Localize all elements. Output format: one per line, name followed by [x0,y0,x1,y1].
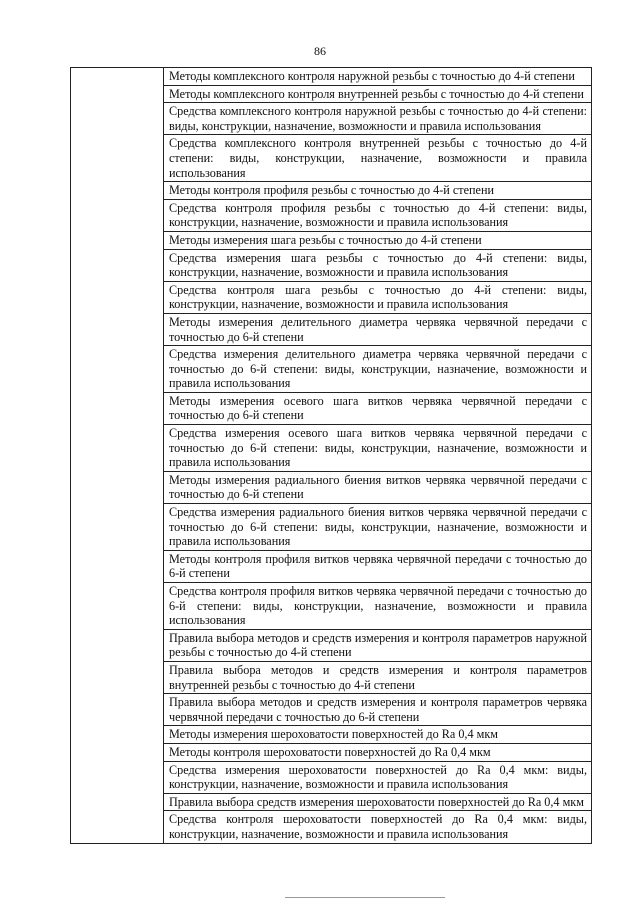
table-row: Методы измерения шероховатости поверхностей до Ra 0,4 мкм [164,726,592,744]
table-row: Средства комплексного контроля наружной резьбы с точностью до 4-й степени: виды, конструкции, назначение, возможности и правила использования [164,103,592,135]
table-row: Правила выбора методов и средств измерения и контроля параметров внутренней резьбы с точностью до 4-й степени [164,662,592,694]
table-left-column [71,68,164,843]
table-row: Методы измерения делительного диаметра червяка червячной передачи с точностью до 6-й степени [164,314,592,346]
table-row: Средства контроля профиля резьбы с точностью до 4-й степени: виды, конструкции, назначение, возможности и правила использования [164,200,592,232]
table-row: Средства контроля шероховатости поверхностей до Ra 0,4 мкм: виды, конструкции, назначение, возможности и правила использования [164,811,592,842]
table-row: Средства измерения шага резьбы с точностью до 4-й степени: виды, конструкции, назначение, возможности и правила использования [164,250,592,282]
table-row: Средства измерения шероховатости поверхностей до Ra 0,4 мкм: виды, конструкции, назначение, возможности и правила использования [164,762,592,794]
table-row: Методы контроля профиля витков червяка червячной передачи с точностью до 6-й степени [164,551,592,583]
table-row: Методы измерения радиального биения витков червяка червячной передачи с точностью до 6-й степени [164,472,592,504]
table-row: Средства измерения осевого шага витков червяка червячной передачи с точностью до 6-й степени: виды, конструкции, назначение, возможности и правила использования [164,425,592,472]
table-row: Правила выбора средств измерения шероховатости поверхностей до Ra 0,4 мкм [164,794,592,812]
table-row: Методы комплексного контроля внутренней резьбы с точностью до 4-й степени [164,86,592,104]
table-row: Методы контроля шероховатости поверхностей до Ra 0,4 мкм [164,744,592,762]
page-number: 86 [314,44,326,58]
table-row: Правила выбора методов и средств измерения и контроля параметров червяка червячной передачи с точностью до 6-й степени [164,694,592,726]
table-row: Средства контроля профиля витков червяка червячной передачи с точностью до 6-й степени: виды, конструкции, назначение, возможности и правила использования [164,583,592,630]
table-row: Средства контроля шага резьбы с точностью до 4-й степени: виды, конструкции, назначение, возможности и правила использования [164,282,592,314]
table-row: Методы комплексного контроля наружной резьбы с точностью до 4-й степени [164,68,592,86]
table-row: Средства комплексного контроля внутренней резьбы с точностью до 4-й степени: виды, конструкции, назначение, возможности и правила использования [164,135,592,182]
table-row: Средства измерения радиального биения витков червяка червячной передачи с точностью до 6-й степени: виды, конструкции, назначение, возможности и правила использования [164,504,592,551]
table-right-column [164,68,592,843]
table-row: Правила выбора методов и средств измерения и контроля параметров наружной резьбы с точностью до 4-й степени [164,630,592,662]
table-row: Методы измерения осевого шага витков червяка червячной передачи с точностью до 6-й степени [164,393,592,425]
table-row: Методы измерения шага резьбы с точностью до 4-й степени [164,232,592,250]
table-row: Средства измерения делительного диаметра червяка червячной передачи с точностью до 6-й степени: виды, конструкции, назначение, возможности и правила использования [164,346,592,393]
footer-divider [285,897,445,898]
requirements-table [70,67,592,844]
table-row: Методы контроля профиля резьбы с точностью до 4-й степени [164,182,592,200]
